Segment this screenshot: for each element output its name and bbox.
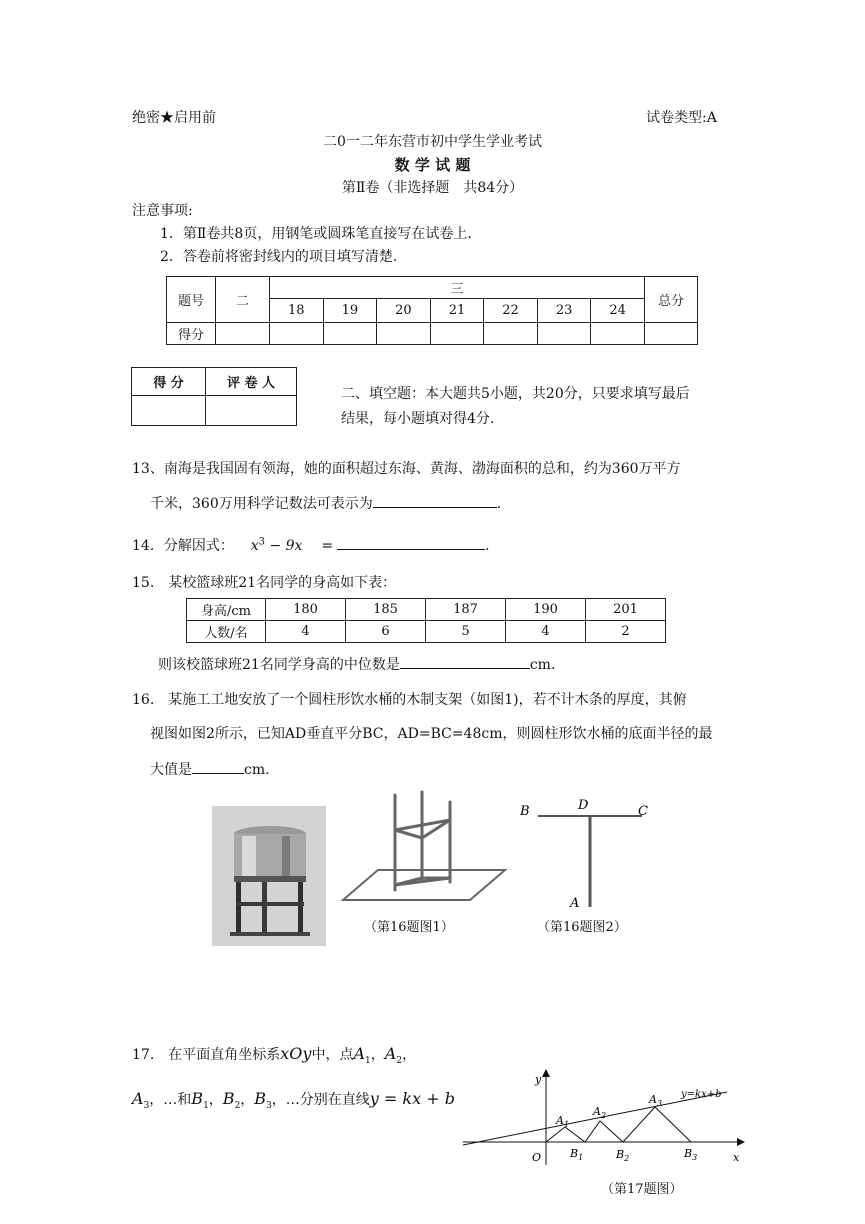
- score-cell[interactable]: [645, 323, 698, 345]
- q17-B3: B: [254, 1089, 267, 1108]
- height-value: 190: [506, 599, 586, 621]
- q17-xoy: xOy: [280, 1044, 312, 1063]
- q17-caption: （第17题图）: [601, 1182, 683, 1197]
- count-row-label: 人数/名: [187, 621, 266, 643]
- q13-line1: 13、南海是我国固有领海，她的面积超过东海、黄海、渤海面积的总和，约为360万平方: [132, 461, 681, 477]
- notice-item-1: 1．第Ⅱ卷共8页，用钢笔或圆珠笔直接写在试卷上.: [160, 226, 472, 242]
- graph-origin-label: O: [532, 1151, 542, 1164]
- score-cell[interactable]: [323, 323, 377, 345]
- graph-A3: $A_3$: [649, 1093, 663, 1108]
- fig2-caption: （第16题图2）: [537, 920, 627, 935]
- stand-sketch-figure: [340, 790, 510, 915]
- label-C: C: [638, 804, 648, 819]
- notice-heading: 注意事项:: [132, 203, 193, 219]
- q14-end: .: [485, 538, 490, 554]
- section2-line1: 二、填空题：本大题共5小题，共20分，只要求填写最后: [341, 386, 690, 402]
- q16-line3: [150, 759, 270, 779]
- q16-line2: 视图如图2所示，已知AD垂直平分BC，AD=BC=48cm，则圆柱形饮水桶的底面半径的最: [150, 726, 713, 742]
- score-table-q22: 22: [484, 299, 538, 323]
- part-title: 第Ⅱ卷（非选择题 共84分）: [341, 180, 524, 196]
- height-value: 185: [346, 599, 426, 621]
- subject-title: 数 学 试 题: [394, 156, 471, 174]
- q14-line: [132, 535, 490, 555]
- q17-line-eq: y = kx + b: [369, 1089, 455, 1108]
- count-value: 2: [586, 621, 666, 643]
- q15-intro: 15. 某校篮球班21名同学的身高如下表：: [132, 575, 397, 591]
- q14-prefix: 14．分解因式：: [132, 538, 234, 554]
- q16-line3-unit: cm.: [244, 762, 270, 778]
- q13-end: .: [496, 496, 502, 512]
- q17-A3: A: [132, 1089, 144, 1108]
- label-D: D: [578, 798, 589, 813]
- grader-score-cell[interactable]: [132, 396, 206, 426]
- score-cell[interactable]: [484, 323, 538, 345]
- score-table-q19: 19: [323, 299, 377, 323]
- secret-label: 绝密★启用前: [132, 110, 216, 126]
- graph-eq-label: y=kx+b: [681, 1089, 722, 1100]
- q15-ask: [158, 654, 555, 674]
- height-value: 187: [426, 599, 506, 621]
- graph-B2: $B_2$: [616, 1148, 630, 1163]
- height-value: 180: [266, 599, 346, 621]
- score-cell[interactable]: [430, 323, 484, 345]
- q15-unit: cm.: [529, 657, 556, 673]
- q13-text: 千米，360万用科学记数法可表示为: [150, 496, 373, 512]
- count-value: 4: [506, 621, 586, 643]
- fig1-caption: （第16题图1）: [364, 920, 454, 935]
- graph-x-label: x: [733, 1151, 740, 1164]
- section2-line2: 结果，每小题填对得4分.: [341, 411, 495, 427]
- q17-B2: B: [222, 1089, 235, 1108]
- graph-y-label: y: [535, 1073, 542, 1086]
- q15-answer-blank[interactable]: [400, 654, 530, 669]
- q13-answer-blank[interactable]: [373, 493, 497, 508]
- q16-line1: 16. 某施工工地安放了一个圆柱形饮水桶的木制支架（如图1)，若不计木条的厚度，其俯: [132, 692, 687, 708]
- q14-eq: =: [321, 538, 334, 554]
- count-value: 6: [346, 621, 426, 643]
- q14-expr-base: x: [250, 538, 259, 554]
- q17-line2-mid: ，…和: [149, 1092, 192, 1108]
- score-table-header-number: 题号: [167, 277, 216, 323]
- graph-A1: $A_1$: [556, 1114, 570, 1129]
- q14-expr-rest: − 9x: [265, 538, 303, 554]
- height-table: [186, 598, 666, 643]
- grader-name-label: 评 卷 人: [206, 368, 297, 396]
- q17-B1: B: [191, 1089, 204, 1108]
- q13-line2: [150, 493, 501, 513]
- q17-coordinate-graph: [455, 1065, 755, 1170]
- graph-A2: $A_2$: [593, 1105, 607, 1120]
- q17-A1: A: [353, 1044, 366, 1063]
- score-table-q23: 23: [537, 299, 591, 323]
- height-value: 201: [586, 599, 666, 621]
- score-cell[interactable]: [591, 323, 645, 345]
- q15-ask-text: 则该校篮球班21名同学身高的中位数是: [158, 657, 400, 673]
- q17-mid: 中，点: [311, 1047, 354, 1063]
- q14-expr-exp: 3: [258, 536, 266, 548]
- score-table: [166, 276, 698, 345]
- score-cell[interactable]: [377, 323, 431, 345]
- grader-box: [131, 367, 297, 426]
- score-cell[interactable]: [270, 323, 324, 345]
- q17-line2: $A_3$，…和$B_1$，$B_2$，$B_3$，…分别在直线y = kx + b: [132, 1089, 455, 1111]
- label-B: B: [520, 804, 530, 819]
- notice-item-2: 2．答卷前将密封线内的项目填写清楚.: [160, 249, 398, 265]
- grader-score-label: 得 分: [132, 368, 206, 396]
- grader-name-cell[interactable]: [206, 396, 297, 426]
- score-table-score-label: 得分: [167, 323, 216, 345]
- score-cell[interactable]: [537, 323, 591, 345]
- score-table-header-total: 总分: [645, 277, 698, 323]
- graph-B3: $B_3$: [684, 1147, 698, 1162]
- top-view-figure: [515, 795, 665, 915]
- bucket-stand-photo: [212, 806, 326, 946]
- score-table-q24: 24: [591, 299, 645, 323]
- q16-answer-blank[interactable]: [192, 759, 244, 774]
- score-table-q20: 20: [377, 299, 431, 323]
- score-cell[interactable]: [216, 323, 270, 345]
- height-row-label: 身高/cm: [187, 599, 266, 621]
- q16-line3-prefix: 大值是: [150, 762, 192, 778]
- score-table-q21: 21: [430, 299, 484, 323]
- score-table-q18: 18: [270, 299, 324, 323]
- count-value: 4: [266, 621, 346, 643]
- label-A: A: [570, 896, 580, 911]
- exam-title: 二0一二年东营市初中学生学业考试: [323, 134, 542, 150]
- q17-line2-tail: ，…分别在直线: [271, 1092, 370, 1108]
- q17-A2: A: [384, 1044, 397, 1063]
- graph-B1: $B_1$: [570, 1147, 584, 1162]
- paper-type-label: 试卷类型:A: [646, 110, 717, 126]
- q14-answer-blank[interactable]: [337, 535, 485, 550]
- score-table-header-three: 三: [270, 277, 645, 299]
- q17-line1: 17. 在平面直角坐标系xOy中，点$A_1$，$A_2$，: [132, 1044, 417, 1066]
- score-table-header-two: 二: [216, 277, 270, 323]
- count-value: 5: [426, 621, 506, 643]
- q17-prefix: 17. 在平面直角坐标系: [132, 1047, 281, 1063]
